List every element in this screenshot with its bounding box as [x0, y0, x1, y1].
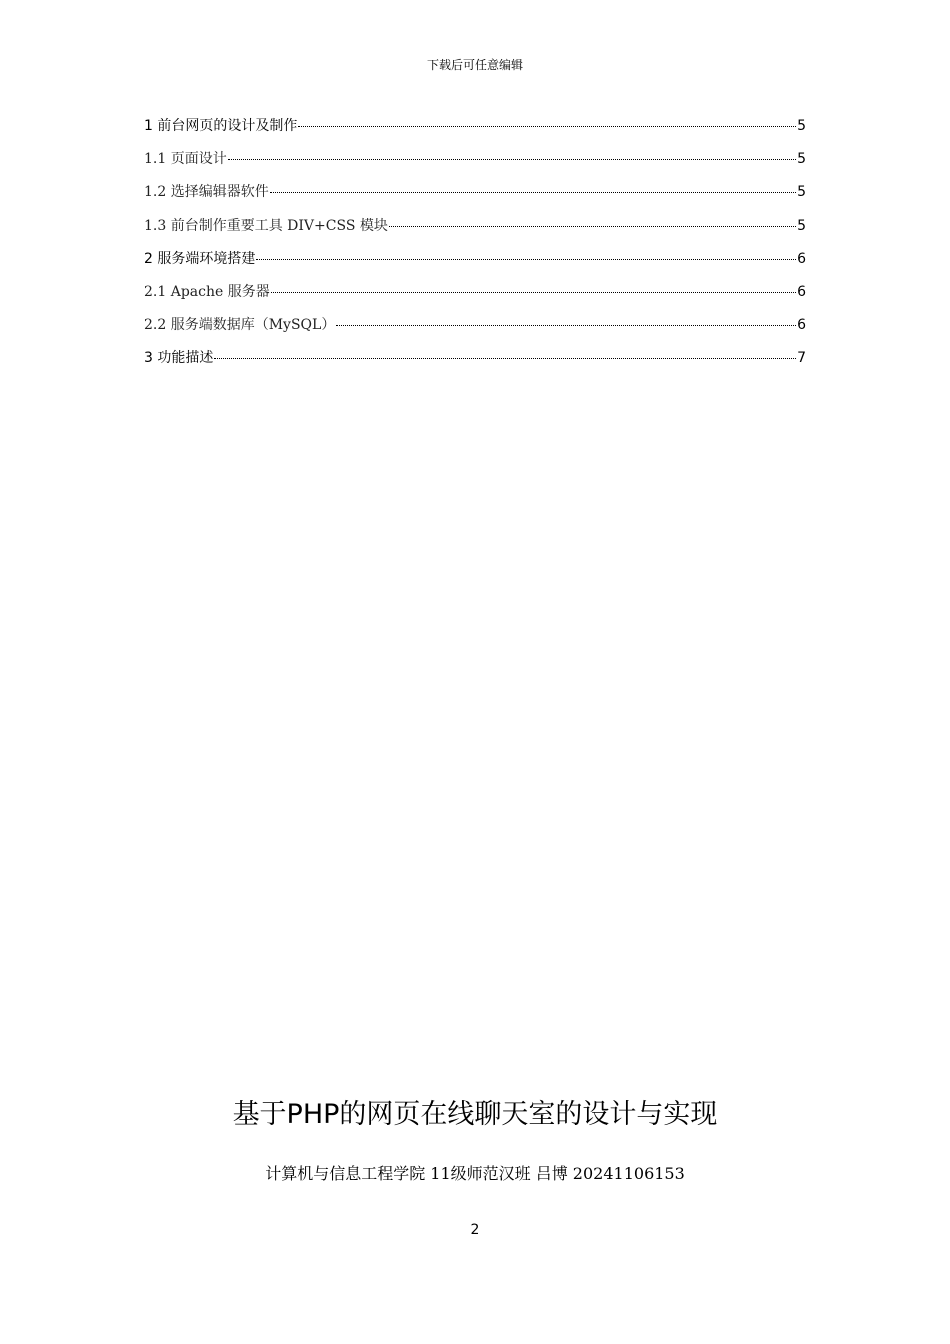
toc-dot-leader	[271, 292, 796, 293]
toc-entry[interactable]	[144, 149, 806, 182]
toc-dot-leader	[336, 325, 796, 326]
toc-entry-page: 6	[797, 250, 806, 267]
toc-entry-label: 3 功能描述	[144, 350, 214, 367]
author-line: 计算机与信息工程学院 11级师范汉班 吕博 20241106153	[265, 1164, 685, 1183]
toc-entry-page: 5	[797, 151, 806, 168]
toc-dot-leader	[256, 259, 796, 260]
toc-entry-label: 1.1 页面设计	[144, 151, 227, 168]
toc-entry-label: 2 服务端环境搭建	[144, 250, 256, 267]
toc-entry-page: 6	[797, 317, 806, 334]
toc-dot-leader	[389, 226, 796, 227]
page-number: 2	[470, 1222, 480, 1238]
toc-entry[interactable]	[144, 182, 806, 215]
toc-entry[interactable]	[144, 216, 806, 249]
toc-entry-page: 5	[797, 184, 806, 201]
toc-entry-page: 5	[797, 217, 806, 234]
toc-entry[interactable]	[144, 348, 806, 381]
toc-entry-label: 1.2 选择编辑器软件	[144, 184, 269, 201]
header-note: 下载后可任意编辑	[426, 58, 523, 72]
toc-entry[interactable]	[144, 249, 806, 282]
toc-entry[interactable]	[144, 282, 806, 315]
toc-dot-leader	[214, 358, 796, 359]
toc-entry-label: 1 前台网页的设计及制作	[144, 118, 298, 134]
toc-entry[interactable]	[144, 116, 806, 149]
document-title: 基于PHP的网页在线聊天室的设计与实现	[232, 1099, 718, 1130]
toc-entry-label: 2.1 Apache 服务器	[144, 283, 270, 300]
toc-dot-leader	[270, 192, 796, 193]
toc-entry-page: 7	[797, 350, 806, 367]
table-of-contents	[144, 116, 806, 382]
toc-entry-label: 1.3 前台制作重要工具 DIV+CSS 模块	[144, 217, 388, 234]
toc-entry-page: 5	[797, 118, 806, 134]
toc-entry-label: 2.2 服务端数据库（MySQL）	[144, 317, 336, 334]
toc-entry-page: 6	[797, 283, 806, 300]
toc-dot-leader	[298, 126, 796, 127]
toc-entry[interactable]	[144, 315, 806, 348]
toc-dot-leader	[228, 159, 796, 160]
